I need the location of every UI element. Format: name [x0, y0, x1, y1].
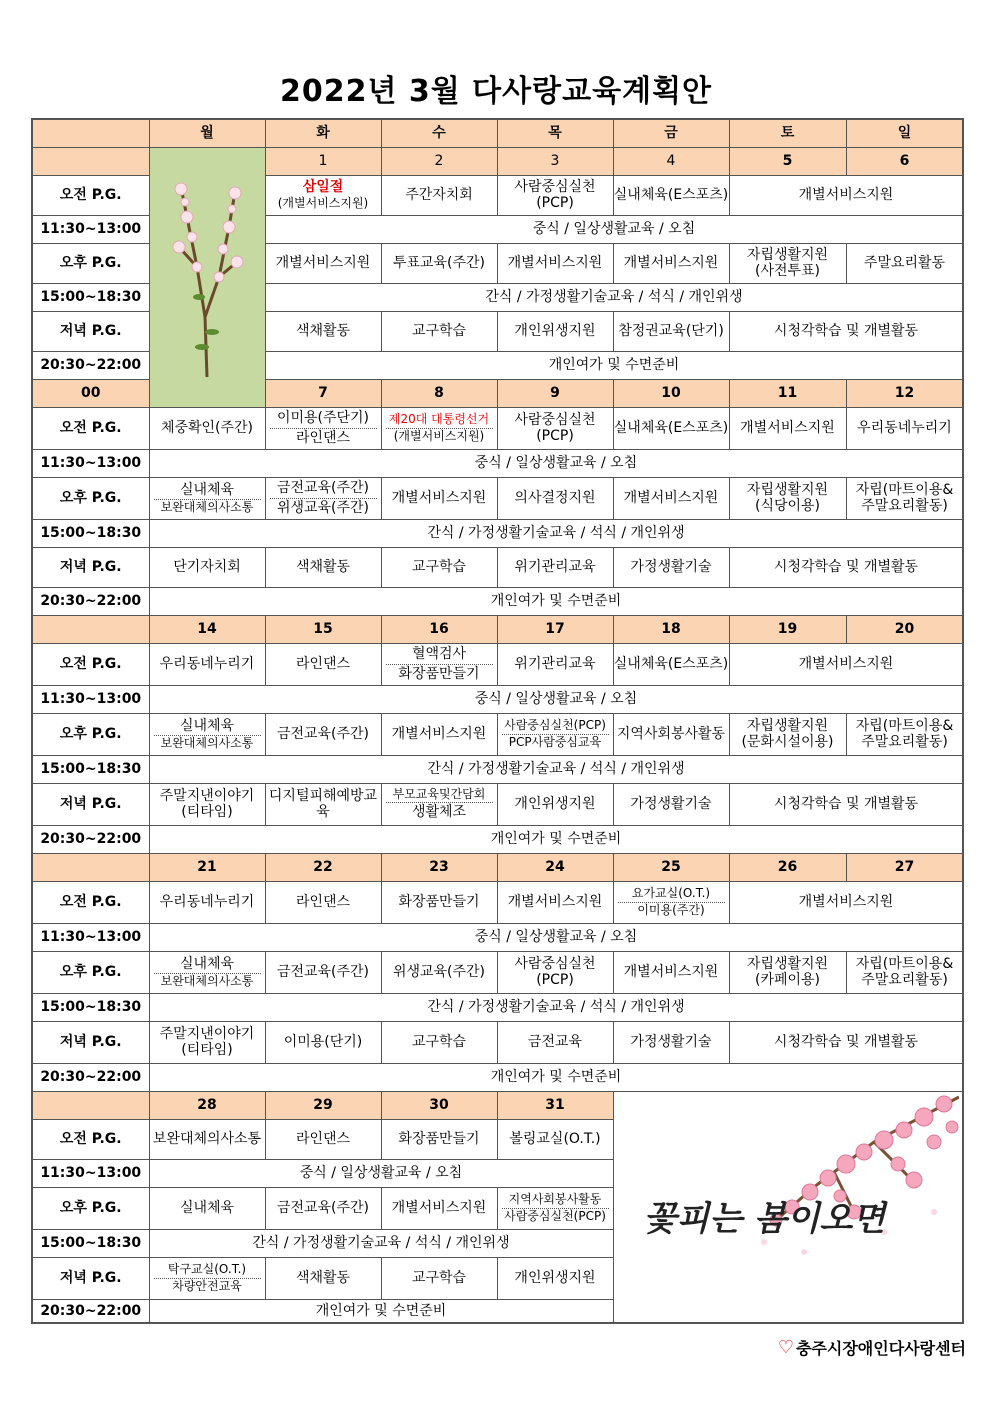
week2-lunch-row	[32, 449, 963, 477]
activity-text: 실내체육	[154, 956, 261, 974]
cherry-blossom-branch-icon	[157, 177, 257, 377]
date-cell: 24	[497, 853, 613, 881]
week4-date-row	[32, 853, 963, 881]
week2-label: 00	[32, 379, 149, 407]
snack-activity: 간식 / 가정생활기술교육 / 석식 / 개인위생	[265, 283, 963, 311]
lunch-time-label: 11:30~13:00	[32, 215, 149, 243]
activity-cell: 참정권교육(단기)	[613, 311, 729, 351]
activity-cell	[149, 951, 265, 993]
eve-label: 저녁 P.G.	[32, 547, 149, 587]
date-cell: 17	[497, 615, 613, 643]
pm-label: 오후 P.G.	[32, 1187, 149, 1229]
corner-cell	[32, 119, 149, 147]
activity-text: (사전투표)	[754, 263, 821, 279]
night-time-label: 20:30~22:00	[32, 587, 149, 615]
date-cell: 12	[846, 379, 963, 407]
night-time-label: 20:30~22:00	[32, 1063, 149, 1091]
page-title: 2022년 3월 다사랑교육계획안	[279, 74, 713, 109]
date-cell: 5	[729, 147, 846, 175]
week2-pm-row	[32, 477, 963, 519]
week4-eve-row	[32, 1021, 963, 1063]
activity-cell	[381, 783, 497, 825]
activity-text: (식당이용)	[754, 498, 821, 514]
activity-cell: 실내체육	[149, 1187, 265, 1229]
activity-cell	[846, 713, 963, 755]
day-mon: 월	[149, 119, 265, 147]
activity-text: 자립생활지원	[746, 246, 829, 263]
activity-text: (문화시설이용)	[741, 734, 834, 750]
date-cell: 27	[846, 853, 963, 881]
activity-cell: 투표교육(주간)	[381, 243, 497, 283]
activity-cell: 시청각학습 및 개별활동	[729, 311, 963, 351]
activity-text: 주말요리활동)	[861, 972, 948, 988]
holiday-label: 삼일절	[302, 178, 344, 195]
activity-text: 주말지낸이야기	[159, 1025, 255, 1042]
activity-text: 보완대체의사소통	[160, 973, 254, 988]
activity-cell: 실내체육(E스포츠)	[613, 407, 729, 449]
activity-cell: 개인위생지원	[497, 1257, 613, 1299]
date-cell: 18	[613, 615, 729, 643]
activity-cell: 색채활동	[265, 547, 381, 587]
activity-cell	[149, 1021, 265, 1063]
activity-cell	[381, 643, 497, 685]
activity-text: 생활체조	[411, 804, 467, 821]
activity-cell: 라인댄스	[265, 643, 381, 685]
activity-cell: 단기자치회	[149, 547, 265, 587]
activity-cell	[149, 713, 265, 755]
week3-night-row	[32, 825, 963, 853]
night-activity: 개인여가 및 수면준비	[149, 1063, 963, 1091]
activity-text: 이미용(주단기)	[270, 410, 377, 428]
night-activity: 개인여가 및 수면준비	[265, 351, 963, 379]
activity-text: 요가교실(O.T.)	[618, 887, 725, 903]
activity-cell: 보완대체의사소통	[149, 1119, 265, 1159]
activity-cell	[729, 951, 846, 993]
activity-cell: 이미용(단기)	[265, 1021, 381, 1063]
week2-night-row	[32, 587, 963, 615]
pm-label: 오후 P.G.	[32, 477, 149, 519]
lunch-time-label: 11:30~13:00	[32, 1159, 149, 1187]
activity-text: 혈액검사	[386, 646, 493, 664]
activity-cell: 시청각학습 및 개별활동	[729, 547, 963, 587]
activity-text: (개별서비스지원)	[277, 196, 369, 210]
date-cell: 28	[149, 1091, 265, 1119]
eve-label: 저녁 P.G.	[32, 311, 149, 351]
activity-text: 자립생활지원	[746, 481, 829, 498]
eve-label: 저녁 P.G.	[32, 783, 149, 825]
day-sat: 토	[729, 119, 846, 147]
snack-time-label: 15:00~18:30	[32, 1229, 149, 1257]
week3-am-row	[32, 643, 963, 685]
activity-cell: 볼링교실(O.T.)	[497, 1119, 613, 1159]
date-cell: 31	[497, 1091, 613, 1119]
spring-script-text: 꽃피는 봄이오면	[643, 1198, 886, 1239]
footer	[778, 1336, 966, 1359]
lunch-activity: 중식 / 일상생활교육 / 오침	[149, 685, 963, 713]
date-cell: 23	[381, 853, 497, 881]
snack-activity: 간식 / 가정생활기술교육 / 석식 / 개인위생	[149, 519, 963, 547]
date-cell: 10	[613, 379, 729, 407]
activity-cell: 의사결정지원	[497, 477, 613, 519]
activity-cell: 개별서비스지원	[381, 1187, 497, 1229]
activity-cell: 실내체육(E스포츠)	[613, 175, 729, 215]
activity-text: (개별서비스지원)	[393, 428, 485, 443]
activity-text: 자립생활지원	[746, 955, 829, 972]
night-time-label: 20:30~22:00	[32, 825, 149, 853]
date-cell: 19	[729, 615, 846, 643]
activity-cell	[149, 1257, 265, 1299]
activity-text: 사람중심실천(PCP)	[504, 1208, 606, 1223]
snack-activity: 간식 / 가정생활기술교육 / 석식 / 개인위생	[149, 1229, 613, 1257]
activity-cell: 개별서비스지원	[613, 477, 729, 519]
snack-activity: 간식 / 가정생활기술교육 / 석식 / 개인위생	[149, 755, 963, 783]
schedule-table	[31, 118, 964, 1324]
activity-cell: 금전교육(주간)	[265, 951, 381, 993]
activity-cell: 주말요리활동	[846, 243, 963, 283]
activity-cell: 체중확인(주간)	[149, 407, 265, 449]
week2-snack-row	[32, 519, 963, 547]
date-cell: 7	[265, 379, 381, 407]
date-cell: 4	[613, 147, 729, 175]
activity-cell: 사람중심실천(PCP)	[497, 407, 613, 449]
activity-cell: 라인댄스	[265, 1119, 381, 1159]
activity-text: 탁구교실(O.T.)	[154, 1263, 261, 1279]
activity-cell	[729, 243, 846, 283]
day-fri: 금	[613, 119, 729, 147]
am-label: 오전 P.G.	[32, 1119, 149, 1159]
week4-label	[32, 853, 149, 881]
am-label: 오전 P.G.	[32, 175, 149, 215]
date-cell: 16	[381, 615, 497, 643]
am-label: 오전 P.G.	[32, 881, 149, 923]
night-time-label: 20:30~22:00	[32, 1299, 149, 1323]
activity-cell: 개별서비스지원	[729, 881, 963, 923]
week4-am-row	[32, 881, 963, 923]
activity-cell: 지역사회봉사활동	[613, 713, 729, 755]
activity-text: 자립생활지원	[746, 717, 829, 734]
day-thu: 목	[497, 119, 613, 147]
week5-label	[32, 1091, 149, 1119]
date-cell: 9	[497, 379, 613, 407]
activity-cell: 사람중심실천(PCP)	[497, 175, 613, 215]
snack-time-label: 15:00~18:30	[32, 755, 149, 783]
night-activity: 개인여가 및 수면준비	[149, 825, 963, 853]
date-cell: 21	[149, 853, 265, 881]
activity-text: 부모교육및간담회	[386, 788, 493, 804]
activity-cell: 가정생활기술	[613, 547, 729, 587]
activity-text: 사람중심실천(PCP)	[502, 719, 609, 735]
lunch-activity: 중식 / 일상생활교육 / 오침	[265, 215, 963, 243]
night-activity: 개인여가 및 수면준비	[149, 587, 963, 615]
spring-decoration	[613, 1091, 963, 1323]
activity-text: 위생교육(주간)	[276, 499, 370, 516]
activity-cell: 라인댄스	[265, 881, 381, 923]
activity-cell	[497, 1187, 613, 1229]
date-cell: 30	[381, 1091, 497, 1119]
activity-text: 주말요리활동)	[861, 498, 948, 514]
activity-cell: 화장품만들기	[381, 1119, 497, 1159]
activity-cell: 개별서비스지원	[613, 951, 729, 993]
activity-cell	[265, 175, 381, 215]
activity-cell: 색채활동	[265, 311, 381, 351]
activity-text: 차량안전교육	[172, 1278, 242, 1293]
activity-cell: 개별서비스지원	[729, 643, 963, 685]
lunch-activity: 중식 / 일상생활교육 / 오침	[149, 449, 963, 477]
activity-cell: 색채활동	[265, 1257, 381, 1299]
election-label: 제20대 대통령선거	[386, 413, 493, 429]
activity-text: (티타임)	[181, 804, 233, 820]
week4-lunch-row	[32, 923, 963, 951]
date-cell: 6	[846, 147, 963, 175]
week1-label	[32, 147, 149, 175]
date-cell: 25	[613, 853, 729, 881]
activity-cell: 가정생활기술	[613, 783, 729, 825]
activity-cell	[497, 713, 613, 755]
day-header-row	[32, 119, 963, 147]
activity-cell	[846, 951, 963, 993]
date-cell: 22	[265, 853, 381, 881]
activity-text: 주말지낸이야기	[159, 787, 255, 804]
activity-cell: 금전교육	[497, 1021, 613, 1063]
date-cell: 20	[846, 615, 963, 643]
center-name: 충주시장애인다사랑센터	[795, 1339, 966, 1358]
night-activity: 개인여가 및 수면준비	[149, 1299, 613, 1323]
activity-cell: 개별서비스지원	[729, 175, 963, 215]
activity-cell: 교구학습	[381, 1021, 497, 1063]
snack-time-label: 15:00~18:30	[32, 519, 149, 547]
activity-text: (카페이용)	[754, 972, 821, 988]
activity-cell: 주간자치회	[381, 175, 497, 215]
date-cell: 3	[497, 147, 613, 175]
activity-text: 화장품만들기	[398, 665, 480, 682]
eve-label: 저녁 P.G.	[32, 1021, 149, 1063]
am-label: 오전 P.G.	[32, 643, 149, 685]
night-time-label: 20:30~22:00	[32, 351, 149, 379]
activity-cell: 시청각학습 및 개별활동	[729, 1021, 963, 1063]
activity-cell: 금전교육(주간)	[265, 713, 381, 755]
activity-cell: 위생교육(주간)	[381, 951, 497, 993]
date-cell: 2	[381, 147, 497, 175]
activity-cell	[729, 477, 846, 519]
pm-label: 오후 P.G.	[32, 951, 149, 993]
snack-time-label: 15:00~18:30	[32, 283, 149, 311]
activity-cell	[613, 881, 729, 923]
activity-cell: 우리동네누리기	[149, 881, 265, 923]
snack-time-label: 15:00~18:30	[32, 993, 149, 1021]
date-cell: 15	[265, 615, 381, 643]
activity-text: 실내체육	[154, 718, 261, 736]
week3-date-row	[32, 615, 963, 643]
activity-cell: 개별서비스지원	[729, 407, 846, 449]
activity-text: 자립(마트이용&	[855, 717, 954, 734]
week4-night-row	[32, 1063, 963, 1091]
lunch-time-label: 11:30~13:00	[32, 449, 149, 477]
day-sun: 일	[846, 119, 963, 147]
day-tue: 화	[265, 119, 381, 147]
activity-text: 금전교육(주간)	[270, 480, 377, 498]
activity-cell	[265, 407, 381, 449]
activity-cell: 우리동네누리기	[846, 407, 963, 449]
week1-date-row	[32, 147, 963, 175]
activity-cell: 개별서비스지원	[613, 243, 729, 283]
lunch-time-label: 11:30~13:00	[32, 923, 149, 951]
activity-text: 라인댄스	[295, 429, 351, 446]
activity-text: (티타임)	[181, 1042, 233, 1058]
snack-activity: 간식 / 가정생활기술교육 / 석식 / 개인위생	[149, 993, 963, 1021]
activity-text: 자립(마트이용&	[855, 481, 954, 498]
heart-logo-icon: ♡	[777, 1337, 794, 1358]
activity-cell: 교구학습	[381, 1257, 497, 1299]
activity-cell: 개별서비스지원	[265, 243, 381, 283]
week3-pm-row	[32, 713, 963, 755]
activity-cell: 개인위생지원	[497, 311, 613, 351]
activity-cell: 교구학습	[381, 547, 497, 587]
activity-cell: 개인위생지원	[497, 783, 613, 825]
activity-text: 지역사회봉사활동	[502, 1193, 609, 1209]
week3-eve-row	[32, 783, 963, 825]
activity-cell: 사람중심실천(PCP)	[497, 951, 613, 993]
lunch-time-label: 11:30~13:00	[32, 685, 149, 713]
activity-cell: 시청각학습 및 개별활동	[729, 783, 963, 825]
activity-text: 이미용(주간)	[637, 902, 705, 917]
activity-cell: 가정생활기술	[613, 1021, 729, 1063]
activity-cell: 우리동네누리기	[149, 643, 265, 685]
week5-date-row	[32, 1091, 963, 1119]
activity-cell: 금전교육(주간)	[265, 1187, 381, 1229]
activity-cell: 개별서비스지원	[381, 477, 497, 519]
pm-label: 오후 P.G.	[32, 243, 149, 283]
pm-label: 오후 P.G.	[32, 713, 149, 755]
date-cell: 8	[381, 379, 497, 407]
activity-text: 실내체육	[154, 482, 261, 500]
week3-lunch-row	[32, 685, 963, 713]
activity-cell	[149, 783, 265, 825]
activity-text: 보완대체의사소통	[160, 735, 254, 750]
activity-cell	[846, 477, 963, 519]
week2-eve-row	[32, 547, 963, 587]
am-label: 오전 P.G.	[32, 407, 149, 449]
week4-pm-row	[32, 951, 963, 993]
eve-label: 저녁 P.G.	[32, 1257, 149, 1299]
lunch-activity: 중식 / 일상생활교육 / 오침	[149, 923, 963, 951]
activity-text: 자립(마트이용&	[855, 955, 954, 972]
activity-cell: 디지털피해예방교육	[265, 783, 381, 825]
date-cell: 14	[149, 615, 265, 643]
activity-cell: 개별서비스지원	[497, 881, 613, 923]
activity-cell	[381, 407, 497, 449]
lunch-activity: 중식 / 일상생활교육 / 오침	[149, 1159, 613, 1187]
activity-cell	[149, 477, 265, 519]
activity-cell: 화장품만들기	[381, 881, 497, 923]
day-wed: 수	[381, 119, 497, 147]
activity-text: 주말요리활동)	[861, 734, 948, 750]
activity-cell: 개별서비스지원	[497, 243, 613, 283]
activity-cell: 실내체육(E스포츠)	[613, 643, 729, 685]
activity-cell: 교구학습	[381, 311, 497, 351]
date-cell: 11	[729, 379, 846, 407]
blossom-cell	[149, 147, 265, 407]
week2-am-row	[32, 407, 963, 449]
date-cell: 1	[265, 147, 381, 175]
date-cell: 29	[265, 1091, 381, 1119]
activity-cell	[265, 477, 381, 519]
activity-cell: 위기관리교육	[497, 547, 613, 587]
date-cell: 26	[729, 853, 846, 881]
activity-text: 보완대체의사소통	[160, 499, 254, 514]
activity-cell: 위기관리교육	[497, 643, 613, 685]
week3-snack-row	[32, 755, 963, 783]
week4-snack-row	[32, 993, 963, 1021]
week3-label	[32, 615, 149, 643]
activity-cell: 개별서비스지원	[381, 713, 497, 755]
activity-text: PCP사람중심교육	[508, 734, 602, 749]
activity-cell	[729, 713, 846, 755]
